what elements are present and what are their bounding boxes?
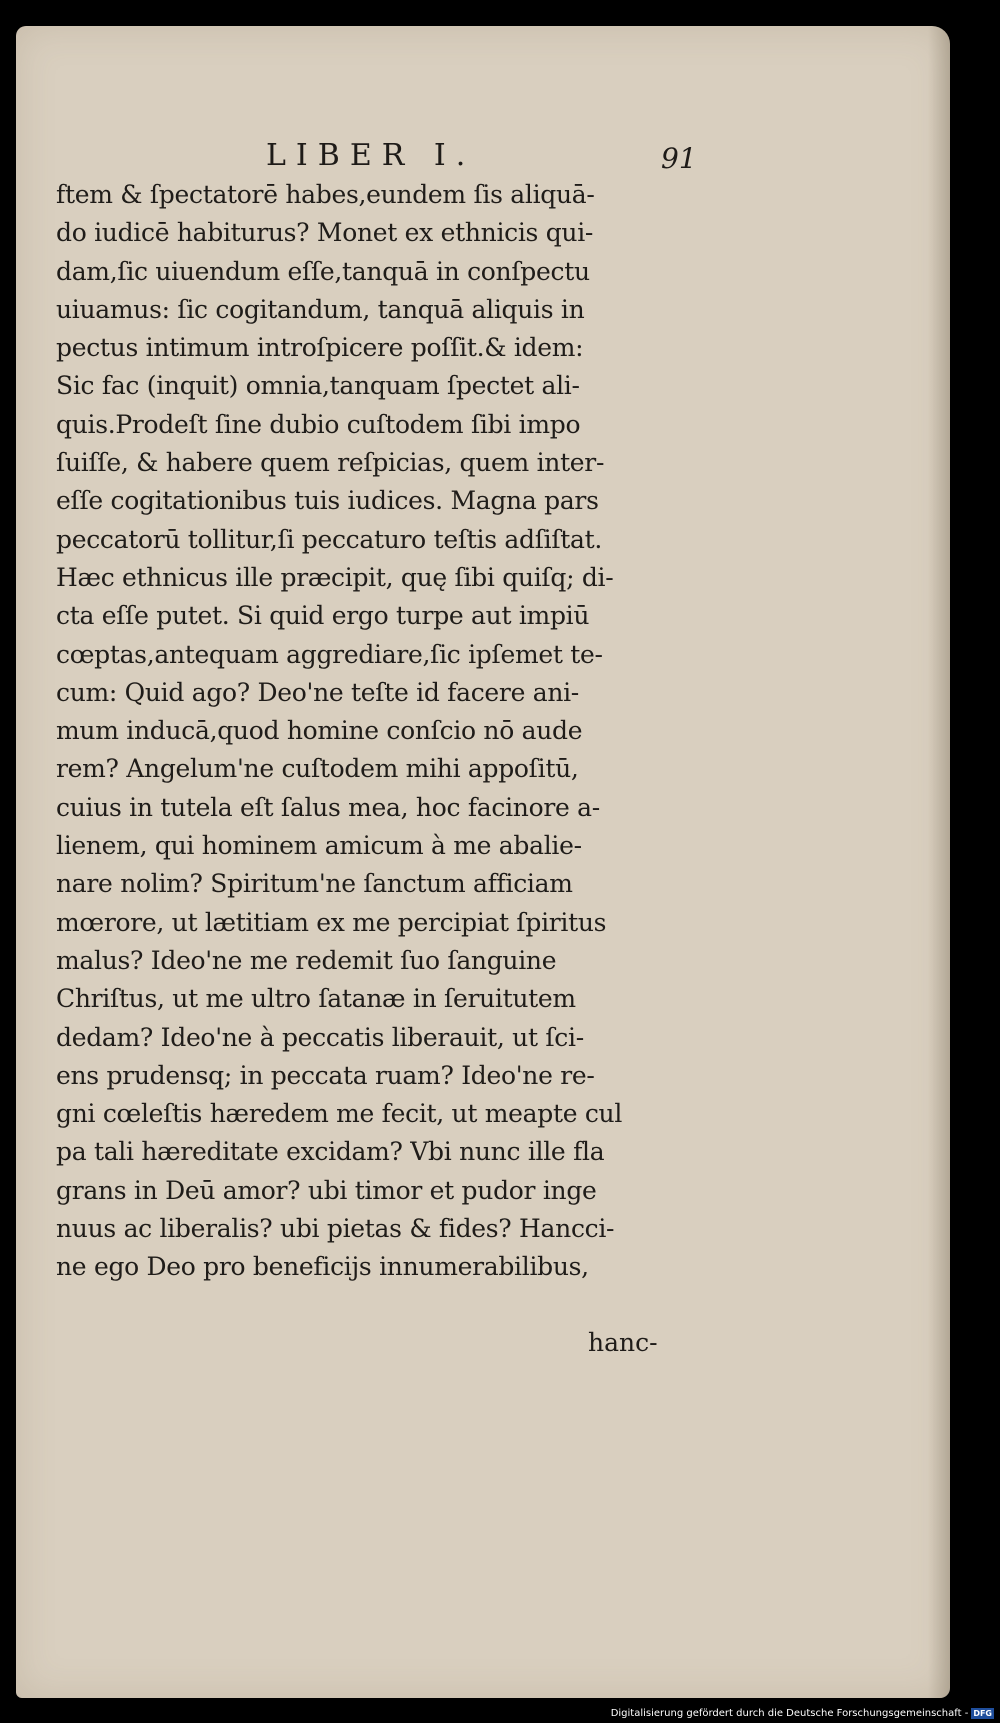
text-line: ftem & ſpectatorē habes,eundem ſis aliquā- — [56, 180, 595, 209]
text-line: nuus ac liberalis? ubi pietas & fides? Hancci- — [56, 1214, 615, 1244]
text-line: mœrore, ut lætitiam ex me percipiat ſpiritus — [56, 907, 607, 937]
digitization-credit — [611, 1708, 994, 1719]
text-line: Chriſtus, ut me ultro ſatanæ in ſeruitutem — [56, 984, 576, 1014]
dfg-logo-icon: DFG — [973, 1709, 992, 1718]
text-line: mum inducā,quod homine conſcio nō aude — [56, 716, 583, 746]
text-line: ens prudensq; in peccata ruam? Ideo'ne re- — [56, 1060, 595, 1090]
text-line: Sic fac (inquit) omnia,tanquam ſpectet ali- — [56, 371, 580, 401]
text-line: cta eſſe putet. Si quid ergo turpe aut impiū — [56, 601, 590, 631]
text-line: Hæc ethnicus ille præcipit, quę ſibi quiſq; di- — [56, 562, 614, 592]
text-line: quis.Prodeſt ſine dubio cuſtodem ſibi impo — [56, 409, 581, 439]
text-line: grans in Deū amor? ubi timor et pudor inge — [56, 1175, 597, 1205]
running-head: LIBER I. — [266, 138, 476, 173]
text-line: nare nolim? Spiritum'ne ſanctum afficiam — [56, 869, 573, 899]
text-line: lienem, qui hominem amicum à me abalie- — [56, 831, 582, 861]
book-page — [16, 26, 950, 1698]
text-line: pa tali hæreditate excidam? Vbi nunc ille fla — [56, 1137, 605, 1167]
text-line: pectus intimum introſpicere poſſit.& idem: — [56, 333, 584, 363]
catchword: hanc- — [588, 1328, 658, 1357]
credit-text: Digitalisierung gefördert durch die Deutsche Forschungsgemeinschaft - — [610, 1708, 969, 1719]
body-text — [56, 176, 696, 1287]
text-line: do iudicē habiturus? Monet ex ethnicis qui- — [56, 218, 594, 248]
text-line: uiuamus: ſic cogitandum, tanquā aliquis in — [56, 294, 585, 324]
page-edge-shadow — [928, 26, 950, 1698]
text-line: rem? Angelum'ne cuſtodem mihi appoſitū, — [56, 754, 579, 784]
text-line: cuius in tutela eſt ſalus mea, hoc facinore a- — [56, 792, 600, 822]
text-line: dam,ſic uiuendum eſſe,tanquā in conſpectu — [56, 256, 590, 286]
text-line: gni cœleſtis hæredem me fecit, ut meapte cul — [56, 1099, 623, 1129]
page-number: 91 — [661, 142, 697, 175]
text-line: dedam? Ideo'ne à peccatis liberauit, ut ſci- — [56, 1022, 584, 1052]
text-line: cum: Quid ago? Deo'ne teſte id facere ani- — [56, 677, 579, 707]
text-line: cœptas,antequam aggrediare,ſic ipſemet te- — [56, 639, 603, 669]
text-line: peccatorū tollitur,ſi peccaturo teſtis adſiſtat. — [56, 524, 603, 554]
text-line: eſſe cogitationibus tuis iudices. Magna pars — [56, 486, 599, 516]
text-line: malus? Ideo'ne me redemit ſuo ſanguine — [56, 945, 557, 975]
text-line: ne ego Deo pro beneficijs innumerabilibus, — [56, 1252, 589, 1282]
text-line: ſuiſſe, & habere quem reſpicias, quem inter- — [56, 448, 605, 478]
